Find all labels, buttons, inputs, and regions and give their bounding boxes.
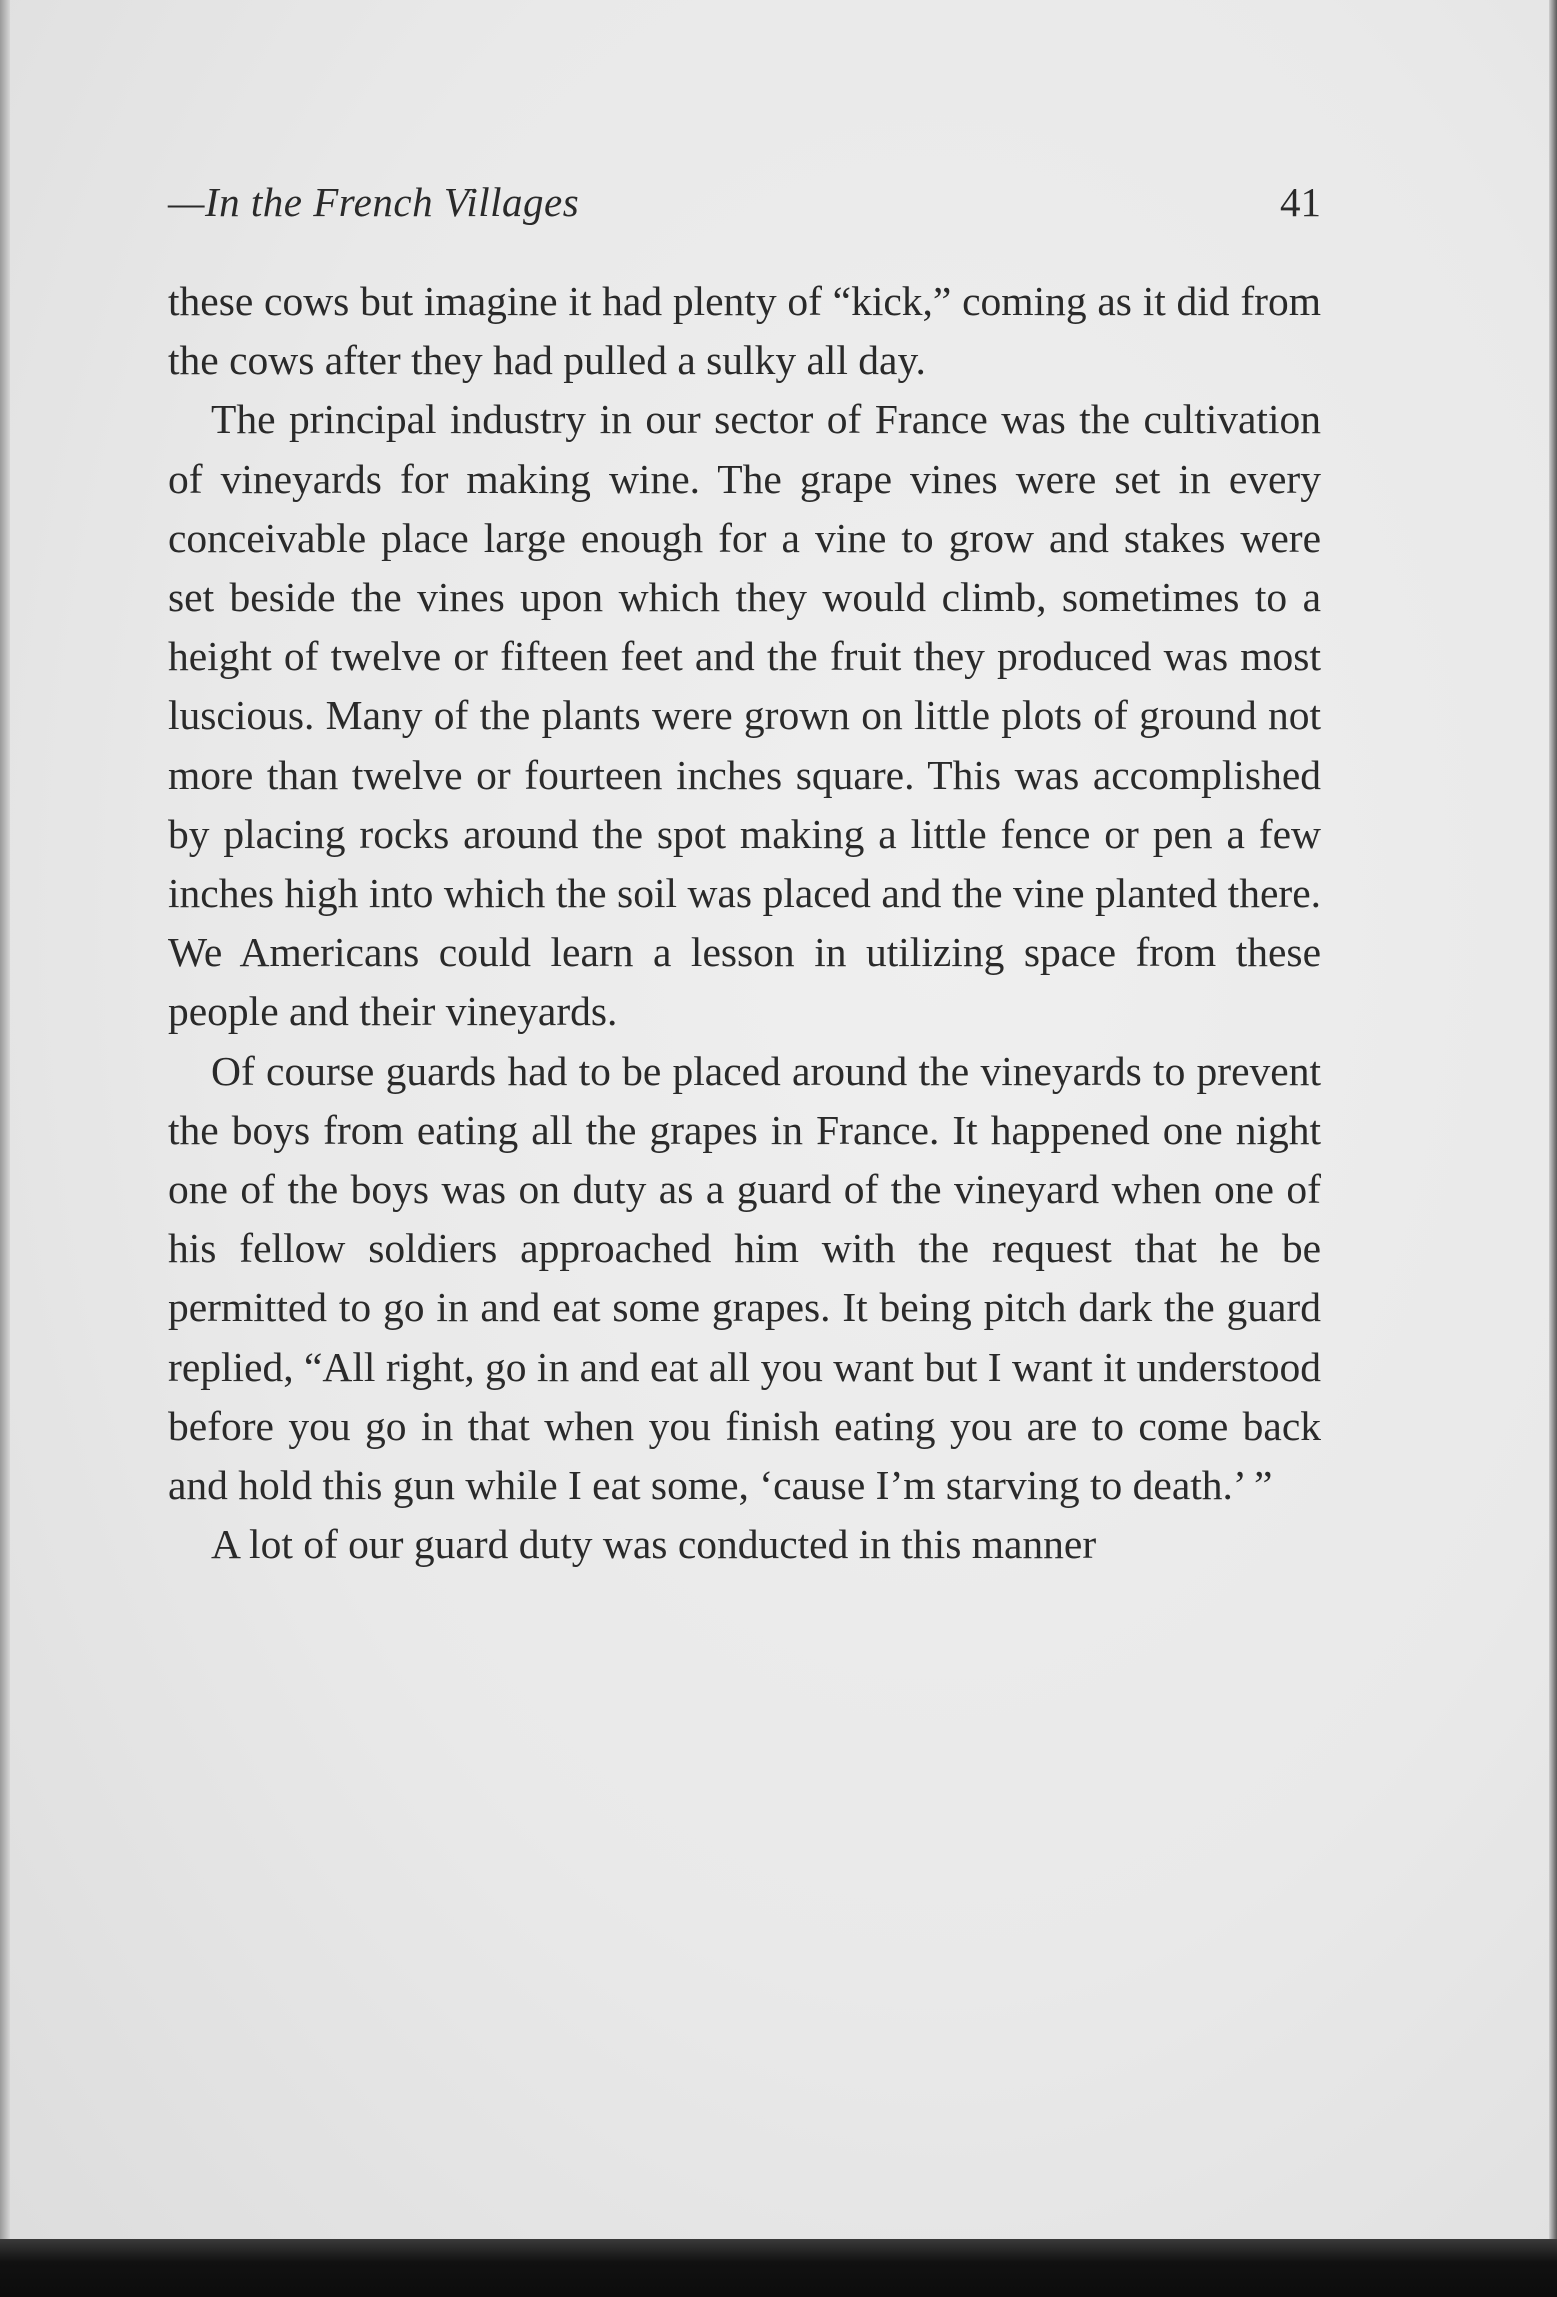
running-title: —In the French Villages xyxy=(168,179,580,225)
paragraph-3: Of course guards had to be placed around the vineyards to prevent the boys from eating all the grapes in France. It happened one night one of the boys was on duty as a guard of the vineyard when one of his fellow soldiers approached him with the request that he be permitted to go in and eat some grapes. It being pitch dark the guard replied, “All right, go in and eat all you want but I want it understood before you go in that when you finish eating you are to come back and hold this gun while I eat some, ‘cause I’m starving to death.’ ” xyxy=(168,1047,1321,1509)
paragraph-1: these cows but imagine it had plenty of “kick,” coming as it did from the cows after they had pulled a sulky all day. xyxy=(168,278,1321,384)
page-right-edge-shadow xyxy=(1549,0,1557,2297)
paragraph-2: The principal industry in our sector of France was the cultivation of vineyards for making wine. The grape vines were set in every conceivable place large enough for a vine to grow and stakes were set beside the vines upon which they would climb, sometimes to a height of twelve or fifteen feet and the fruit they produced was most luscious. Many of the plants were grown on little plots of ground not more than twelve or fourteen inches square. This was accomplished by placing rocks around the spot making a little fence or pen a few inches high into which the soil was placed and the vine planted there. We Americans could learn a lesson in utilizing space from these people and their vineyards. xyxy=(168,396,1321,1035)
body-text xyxy=(168,272,1321,1574)
scan-bottom-border xyxy=(0,2239,1557,2297)
page-left-edge-shadow xyxy=(0,0,10,2297)
page-header xyxy=(168,178,1321,238)
page-number: 41 xyxy=(1280,179,1321,225)
paragraph-4: A lot of our guard duty was conducted in this manner xyxy=(211,1521,1097,1568)
